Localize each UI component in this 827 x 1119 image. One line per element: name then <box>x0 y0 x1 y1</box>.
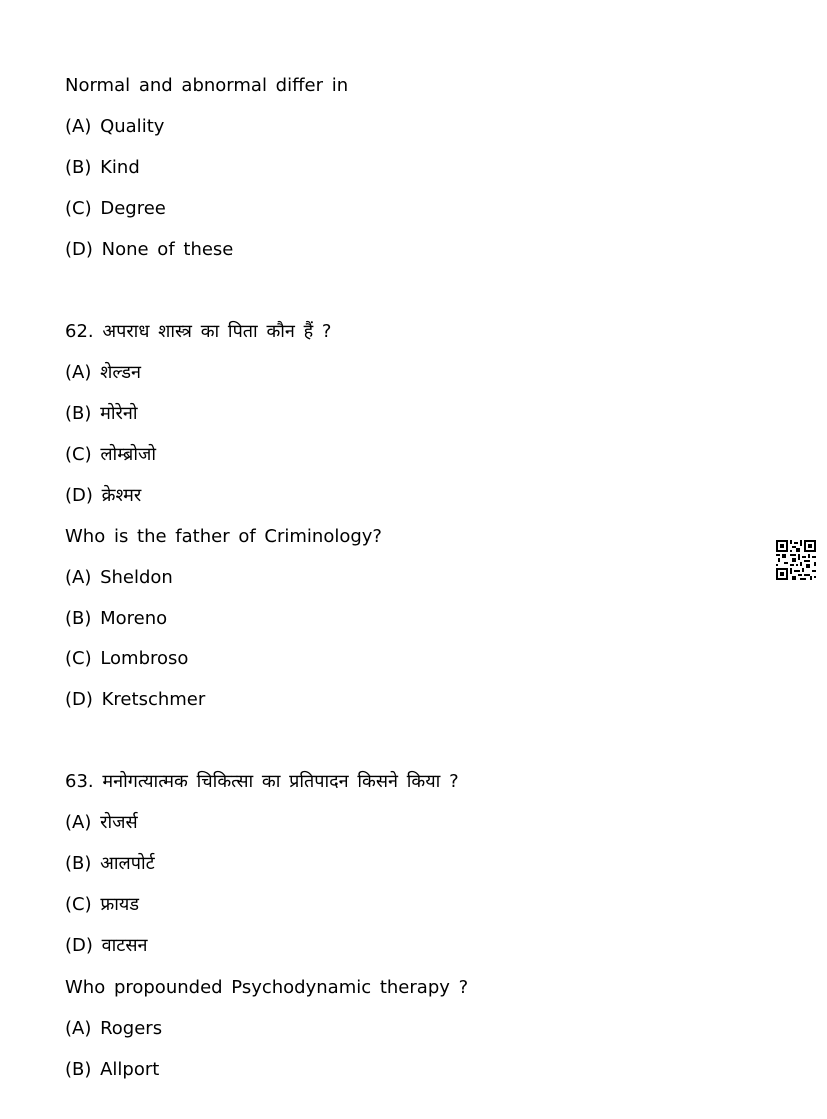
question-62-option-b: (B) Moreno <box>65 608 168 629</box>
question-61-option-d: (D) None of these <box>65 239 234 260</box>
question-63-option-a: (A) Rogers <box>65 1018 163 1039</box>
question-62-hindi-stem: 62. अपराध शास्त्र का पिता कौन हैं ? <box>65 321 332 342</box>
question-62-hindi-option-c: (C) लोम्ब्रोजो <box>65 444 157 465</box>
question-62-hindi-option-b: (B) मोरेनो <box>65 403 138 424</box>
question-61-english-stem: Normal and abnormal differ in <box>65 75 349 96</box>
question-62-option-d: (D) Kretschmer <box>65 689 206 710</box>
question-62-option-a: (A) Sheldon <box>65 567 173 588</box>
question-63-hindi-stem: 63. मनोगत्यात्मक चिकित्सा का प्रतिपादन किसने किया ? <box>65 771 459 792</box>
question-61-option-b: (B) Kind <box>65 157 140 178</box>
question-61-option-c: (C) Degree <box>65 198 166 219</box>
question-63-hindi-option-b: (B) आलपोर्ट <box>65 853 155 874</box>
question-62-hindi-option-d: (D) क्रेश्मर <box>65 485 142 506</box>
question-63-english-stem: Who propounded Psychodynamic therapy ? <box>65 977 469 998</box>
question-63-option-b: (B) Allport <box>65 1059 160 1080</box>
question-61-option-a: (A) Quality <box>65 116 165 137</box>
question-63-hindi-option-d: (D) वाटसन <box>65 935 148 956</box>
question-62-hindi-option-a: (A) शेल्डन <box>65 362 141 383</box>
qr-code-icon <box>776 540 816 580</box>
question-63-hindi-option-c: (C) फ्रायड <box>65 894 139 915</box>
question-62-option-c: (C) Lombroso <box>65 648 189 669</box>
question-63-hindi-option-a: (A) रोजर्स <box>65 812 138 833</box>
question-62-english-stem: Who is the father of Criminology? <box>65 526 382 547</box>
